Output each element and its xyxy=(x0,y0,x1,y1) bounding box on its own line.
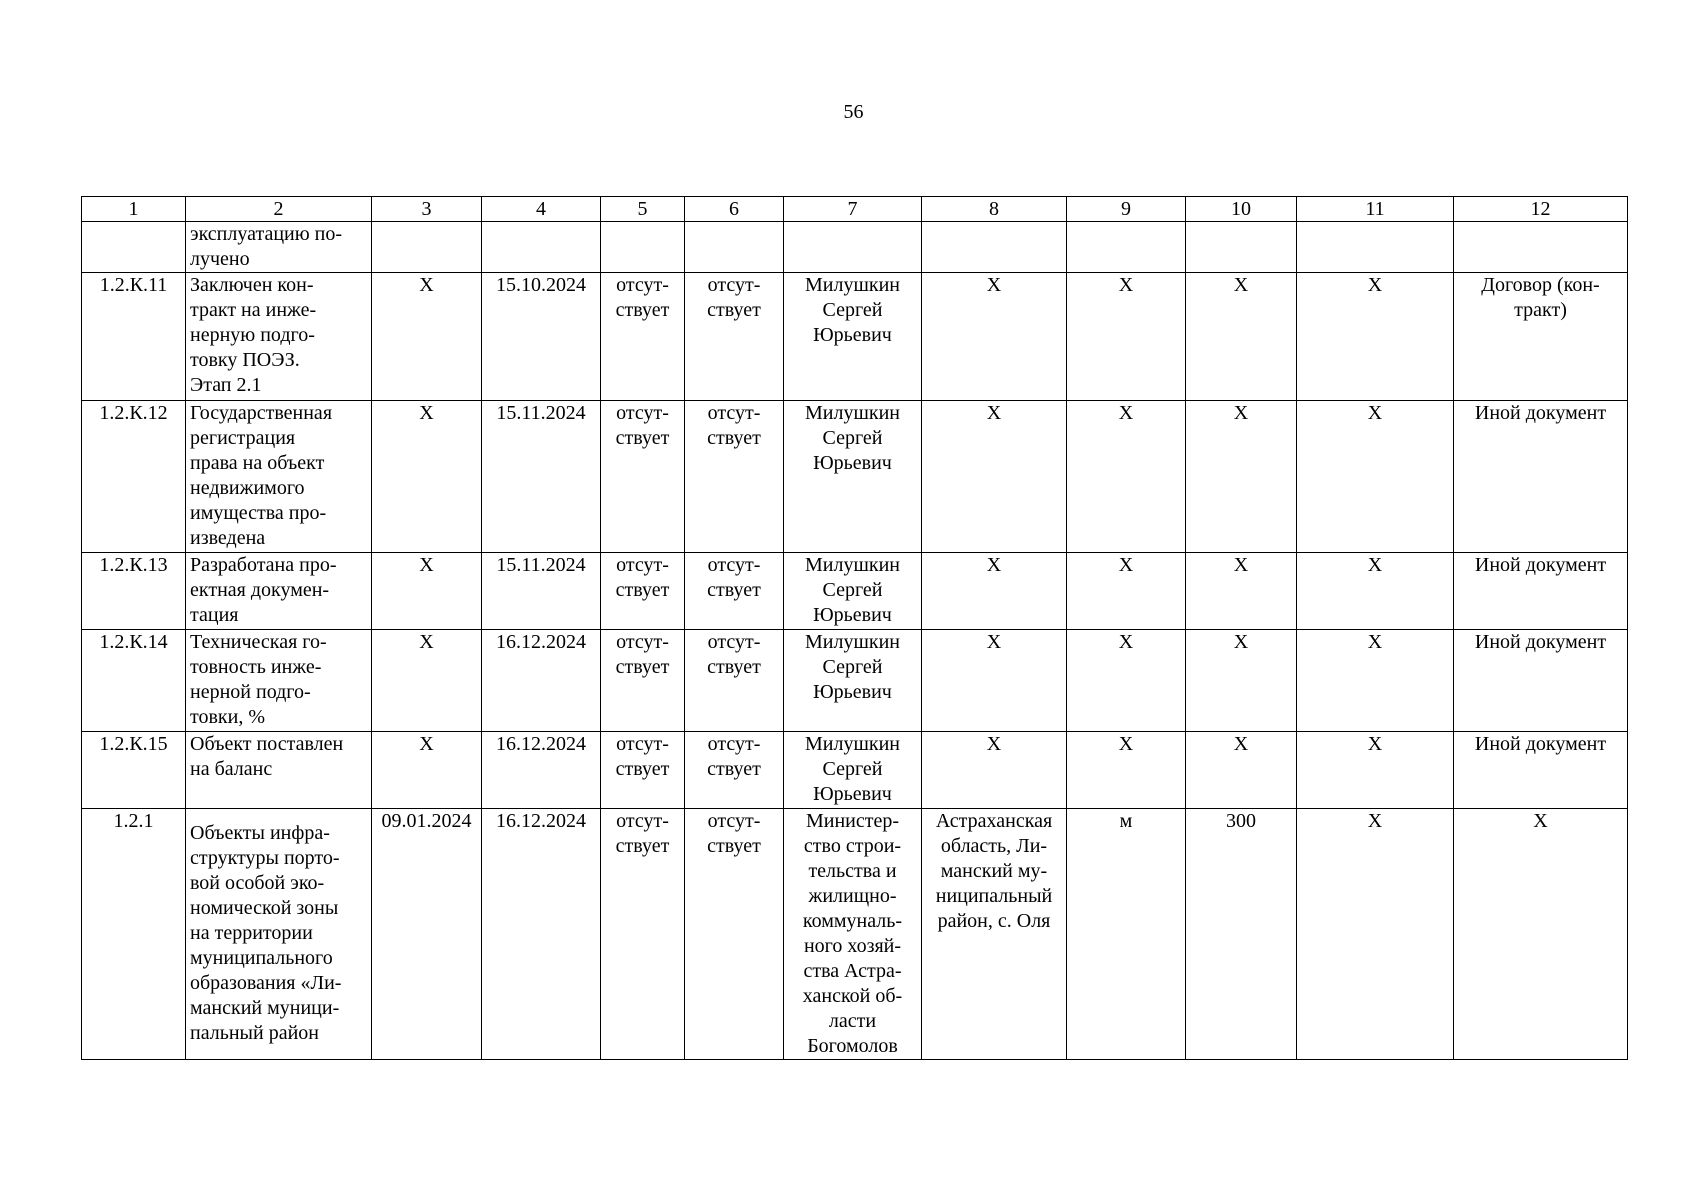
cell-text-line: на территории xyxy=(190,922,313,944)
cell-text-line: Иной документ xyxy=(1474,554,1607,576)
document-cell xyxy=(1454,553,1628,630)
cell-text-line: нерную подго- xyxy=(190,324,315,346)
document-cell xyxy=(1454,809,1628,1060)
cell-text-line: ектная докумен- xyxy=(190,579,330,601)
cell-text-line: Разработана про- xyxy=(190,554,337,576)
row-number-cell: 1.2.1 xyxy=(82,809,186,1060)
cell-text-line: отсут- xyxy=(616,402,669,424)
col5-cell xyxy=(601,273,685,401)
cell-text-line: товку ПОЭЗ. xyxy=(190,349,300,371)
cell-text-line: Объекты инфра- xyxy=(190,822,330,844)
cell-text-line: отсут- xyxy=(707,554,761,576)
col6-cell xyxy=(685,809,784,1060)
responsible-cell xyxy=(784,553,922,630)
cell-text-line: Юрьевич xyxy=(813,604,892,626)
cell-text-line: манский муници- xyxy=(190,997,340,1019)
document-table xyxy=(81,196,1628,1060)
start-date-cell xyxy=(372,222,482,273)
col5-cell xyxy=(601,222,685,273)
cell-text-line: номической зоны xyxy=(190,897,339,919)
value-cell: Х xyxy=(1186,732,1297,809)
col11-cell: Х xyxy=(1297,732,1454,809)
end-date-cell: 15.11.2024 xyxy=(482,553,601,630)
cell-text-line: Сергей xyxy=(822,299,883,321)
col6-cell xyxy=(685,401,784,553)
responsible-cell xyxy=(784,732,922,809)
document-cell xyxy=(1454,732,1628,809)
cell-text-line: ствует xyxy=(707,758,761,780)
cell-text-line: Юрьевич xyxy=(813,783,892,805)
header-cell: 12 xyxy=(1454,197,1628,222)
description-cell xyxy=(186,553,372,630)
cell-text-line: ниципальный xyxy=(935,885,1053,907)
cell-text-line: ствует xyxy=(615,299,670,321)
row-number-cell: 1.2.К.11 xyxy=(82,273,186,401)
cell-text-line: ствует xyxy=(707,427,761,449)
cell-text-line: отсут- xyxy=(707,733,761,755)
cell-text-line: ласти xyxy=(828,1010,877,1032)
responsible-cell xyxy=(784,273,922,401)
location-cell xyxy=(922,553,1067,630)
cell-text-line: отсут- xyxy=(616,810,669,832)
cell-text-line: тельства и xyxy=(808,860,897,882)
end-date-cell: 16.12.2024 xyxy=(482,809,601,1060)
cell-text-line: Договор (кон- xyxy=(1481,274,1600,296)
col11-cell: Х xyxy=(1297,401,1454,553)
cell-text-line: пальный район xyxy=(190,1022,319,1044)
cell-text-line: нерной подго- xyxy=(190,681,311,703)
header-cell: 3 xyxy=(372,197,482,222)
unit-cell xyxy=(1067,222,1186,273)
cell-text-line: Юрьевич xyxy=(813,681,892,703)
cell-text-line: Иной документ xyxy=(1474,631,1607,653)
description-cell xyxy=(186,273,372,401)
table-row xyxy=(82,809,1628,1060)
cell-text-line: ного хозяй- xyxy=(803,935,902,957)
col6-cell xyxy=(685,732,784,809)
cell-text-line: Х xyxy=(1533,810,1548,832)
cell-text-line: манский му- xyxy=(940,860,1048,882)
unit-cell: Х xyxy=(1067,732,1186,809)
end-date-cell xyxy=(482,222,601,273)
cell-text-line: жилищно- xyxy=(808,885,897,907)
value-cell: Х xyxy=(1186,553,1297,630)
col11-cell: Х xyxy=(1297,553,1454,630)
header-cell: 6 xyxy=(685,197,784,222)
row-number-cell: 1.2.К.15 xyxy=(82,732,186,809)
cell-text-line: тация xyxy=(190,604,239,626)
col5-cell xyxy=(601,809,685,1060)
document-cell xyxy=(1454,222,1628,273)
description-cell xyxy=(186,630,372,732)
cell-text-line: Объект поставлен xyxy=(190,733,344,755)
cell-text-line: лучено xyxy=(190,248,250,270)
value-cell: Х xyxy=(1186,630,1297,732)
cell-text-line: Х xyxy=(986,402,1002,424)
cell-text-line: Государственная xyxy=(190,402,333,424)
cell-text-line: район, с. Оля xyxy=(937,910,1051,932)
unit-cell: Х xyxy=(1067,553,1186,630)
end-date-cell: 15.10.2024 xyxy=(482,273,601,401)
cell-text-line: отсут- xyxy=(616,733,669,755)
value-cell: Х xyxy=(1186,273,1297,401)
table-row xyxy=(82,630,1628,732)
cell-text-line: Сергей xyxy=(822,427,883,449)
cell-text-line: Сергей xyxy=(822,579,883,601)
col5-cell xyxy=(601,630,685,732)
cell-text-line: Милушкин xyxy=(805,733,900,755)
cell-text-line: муниципального xyxy=(190,947,333,969)
cell-text-line: образования «Ли- xyxy=(190,972,342,994)
cell-text-line: Иной документ xyxy=(1474,733,1607,755)
header-cell: 8 xyxy=(922,197,1067,222)
cell-text-line: Юрьевич xyxy=(813,452,892,474)
cell-text-line: Х xyxy=(986,631,1002,653)
cell-text-line: отсут- xyxy=(707,631,761,653)
row-number-cell: 1.2.К.14 xyxy=(82,630,186,732)
cell-text-line: Астраханская xyxy=(935,810,1053,832)
start-date-cell: 09.01.2024 xyxy=(372,809,482,1060)
cell-text-line: эксплуатацию по- xyxy=(190,223,343,245)
cell-text-line: Техническая го- xyxy=(190,631,327,653)
table-row xyxy=(82,732,1628,809)
cell-text-line: Заключен кон- xyxy=(190,274,314,296)
cell-text-line: тракт на инже- xyxy=(190,299,317,321)
cell-text-line: ствует xyxy=(615,656,670,678)
table-row xyxy=(82,553,1628,630)
col5-cell xyxy=(601,732,685,809)
cell-text-line: Сергей xyxy=(822,758,883,780)
page-number: 56 xyxy=(843,101,864,123)
cell-text-line: отсут- xyxy=(707,402,761,424)
cell-text-line: Х xyxy=(986,274,1002,296)
col6-cell xyxy=(685,273,784,401)
cell-text-line: на баланс xyxy=(190,758,273,780)
cell-text-line: Милушкин xyxy=(805,554,900,576)
col11-cell: Х xyxy=(1297,809,1454,1060)
cell-text-line: ства Астра- xyxy=(803,960,902,982)
unit-cell: Х xyxy=(1067,273,1186,401)
cell-text-line: отсут- xyxy=(707,274,761,296)
responsible-cell xyxy=(784,630,922,732)
header-cell: 7 xyxy=(784,197,922,222)
start-date-cell: Х xyxy=(372,553,482,630)
cell-text-line: ствует xyxy=(615,427,670,449)
cell-text-line: отсут- xyxy=(707,810,761,832)
cell-text-line: Милушкин xyxy=(805,402,900,424)
cell-text-line: имущества про- xyxy=(190,502,327,524)
cell-text-line: Х xyxy=(986,733,1002,755)
cell-text-line: ствует xyxy=(707,835,761,857)
end-date-cell: 15.11.2024 xyxy=(482,401,601,553)
cell-text-line: ствует xyxy=(707,656,761,678)
cell-text-line: ствует xyxy=(615,579,670,601)
cell-text-line: регистрация xyxy=(190,427,296,449)
header-cell: 11 xyxy=(1297,197,1454,222)
unit-cell: Х xyxy=(1067,401,1186,553)
document-cell xyxy=(1454,401,1628,553)
cell-text-line: изведена xyxy=(190,527,266,549)
description-cell xyxy=(186,401,372,553)
responsible-cell xyxy=(784,222,922,273)
start-date-cell: Х xyxy=(372,732,482,809)
header-cell: 2 xyxy=(186,197,372,222)
cell-text-line: ствует xyxy=(615,758,670,780)
col6-cell xyxy=(685,222,784,273)
table-header-row xyxy=(82,197,1628,222)
location-cell xyxy=(922,222,1067,273)
header-cell: 1 xyxy=(82,197,186,222)
cell-text-line: коммуналь- xyxy=(802,910,903,932)
responsible-cell xyxy=(784,401,922,553)
description-cell xyxy=(186,222,372,273)
table-row xyxy=(82,273,1628,401)
cell-text-line: структуры порто- xyxy=(190,847,340,869)
cell-text-line: отсут- xyxy=(616,274,669,296)
start-date-cell: Х xyxy=(372,630,482,732)
cell-text-line: ханской об- xyxy=(802,985,903,1007)
cell-text-line: Милушкин xyxy=(805,274,900,296)
unit-cell: м xyxy=(1067,809,1186,1060)
row-number-cell xyxy=(82,222,186,273)
cell-text-line: ствует xyxy=(615,835,670,857)
document-cell xyxy=(1454,273,1628,401)
header-cell: 10 xyxy=(1186,197,1297,222)
cell-text-line: права на объект xyxy=(190,452,325,474)
table-row xyxy=(82,222,1628,273)
cell-text-line: товность инже- xyxy=(190,656,322,678)
unit-cell: Х xyxy=(1067,630,1186,732)
location-cell xyxy=(922,630,1067,732)
cell-text-line: ствует xyxy=(707,299,761,321)
cell-text-line: Х xyxy=(986,554,1002,576)
cell-text-line: Милушкин xyxy=(805,631,900,653)
start-date-cell: Х xyxy=(372,401,482,553)
cell-text-line: Иной документ xyxy=(1474,402,1607,424)
value-cell: Х xyxy=(1186,401,1297,553)
header-cell: 4 xyxy=(482,197,601,222)
cell-text-line: Министер- xyxy=(805,810,900,832)
end-date-cell: 16.12.2024 xyxy=(482,630,601,732)
col5-cell xyxy=(601,401,685,553)
description-cell xyxy=(186,732,372,809)
col6-cell xyxy=(685,630,784,732)
header-cell: 9 xyxy=(1067,197,1186,222)
cell-text-line: область, Ли- xyxy=(940,835,1048,857)
cell-text-line: отсут- xyxy=(616,631,669,653)
cell-text-line: ствует xyxy=(707,579,761,601)
row-number-cell: 1.2.К.13 xyxy=(82,553,186,630)
col6-cell xyxy=(685,553,784,630)
col11-cell: Х xyxy=(1297,273,1454,401)
end-date-cell: 16.12.2024 xyxy=(482,732,601,809)
cell-text-line: ство строи- xyxy=(803,835,902,857)
document-cell xyxy=(1454,630,1628,732)
table-row xyxy=(82,401,1628,553)
location-cell xyxy=(922,401,1067,553)
table-body xyxy=(82,197,1628,1060)
value-cell: 300 xyxy=(1186,809,1297,1060)
description-cell xyxy=(186,809,372,1060)
cell-text-line: Юрьевич xyxy=(813,324,892,346)
col5-cell xyxy=(601,553,685,630)
row-number-cell: 1.2.К.12 xyxy=(82,401,186,553)
cell-text-line: Богомолов xyxy=(807,1035,898,1057)
col11-cell: Х xyxy=(1297,630,1454,732)
location-cell xyxy=(922,273,1067,401)
header-cell: 5 xyxy=(601,197,685,222)
cell-text-line: товки, % xyxy=(190,706,265,728)
cell-text-line: Сергей xyxy=(822,656,883,678)
cell-text-line: тракт) xyxy=(1514,299,1567,321)
cell-text-line: недвижимого xyxy=(190,477,305,499)
cell-text-line: вой особой эко- xyxy=(190,872,325,894)
cell-text-line: Этап 2.1 xyxy=(190,374,262,396)
start-date-cell: Х xyxy=(372,273,482,401)
col11-cell xyxy=(1297,222,1454,273)
value-cell xyxy=(1186,222,1297,273)
location-cell xyxy=(922,809,1067,1060)
location-cell xyxy=(922,732,1067,809)
cell-text-line: отсут- xyxy=(616,554,669,576)
responsible-cell xyxy=(784,809,922,1060)
